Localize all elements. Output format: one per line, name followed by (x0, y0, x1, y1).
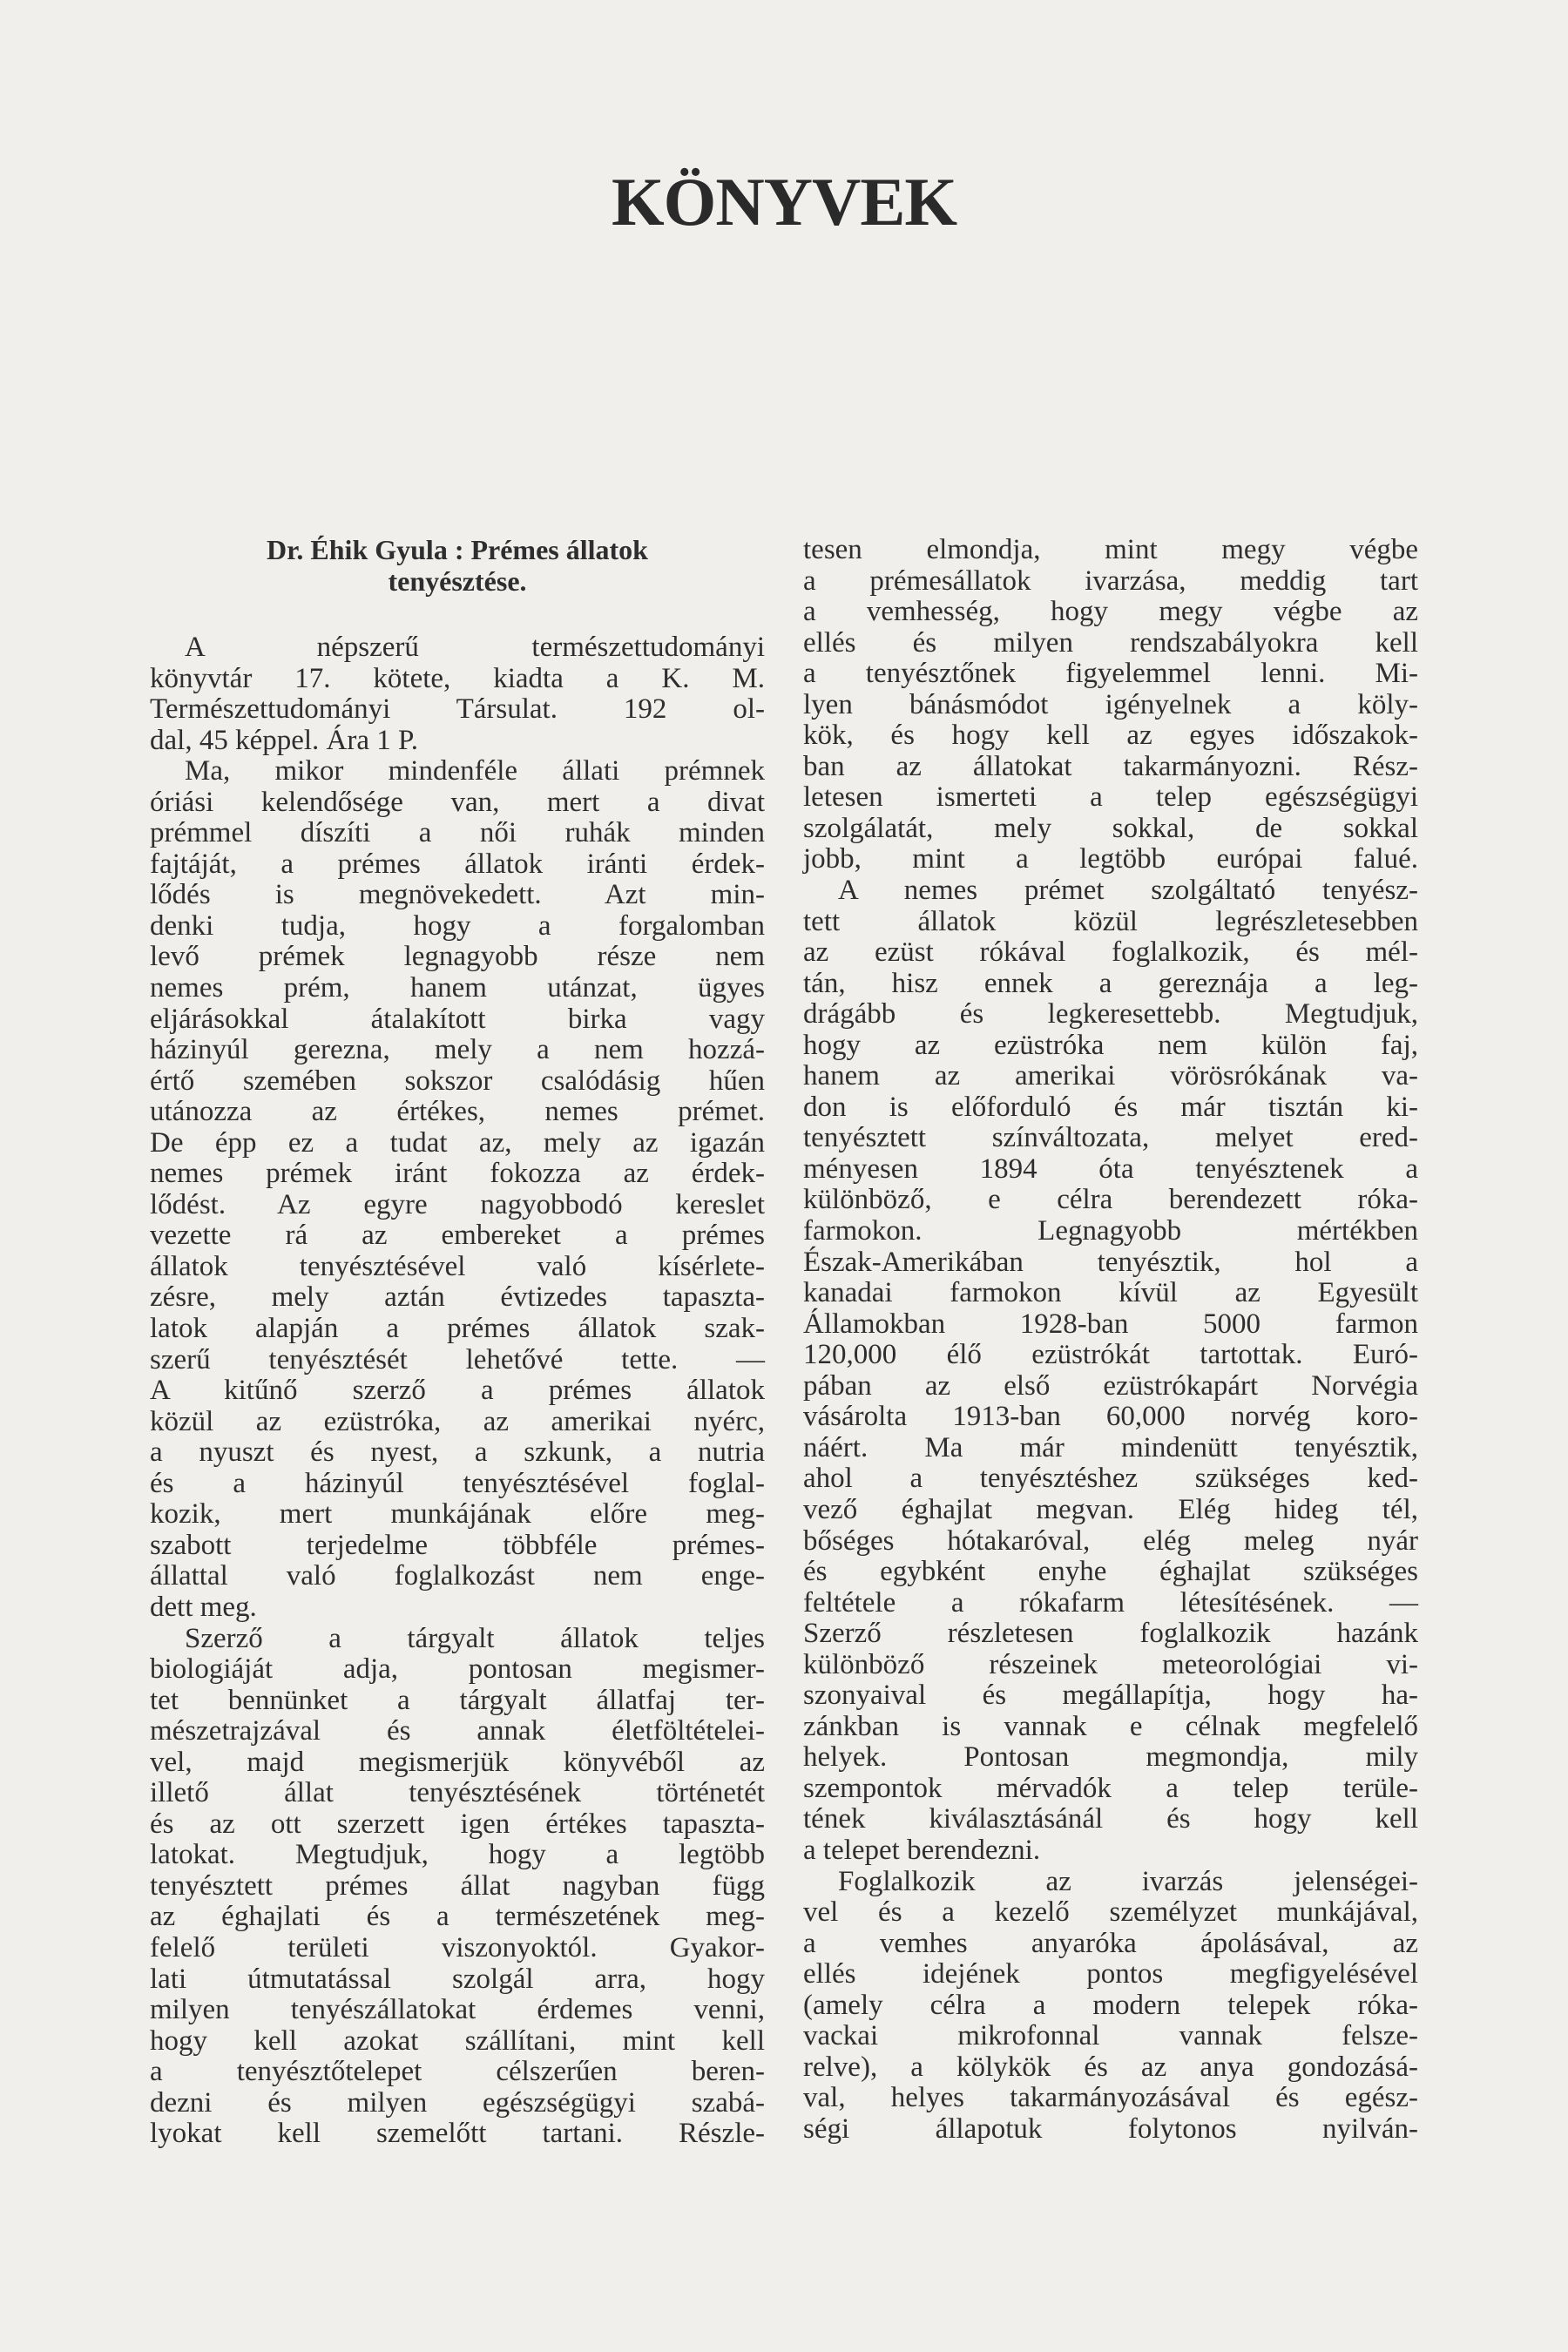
text-line: náért. Ma már mindenütt tenyésztik, (803, 1431, 1418, 1463)
text-line: zésre, mely aztán évtizedes tapaszta- (150, 1281, 765, 1314)
text-line: és egybként enyhe éghajlat szükséges (803, 1556, 1418, 1588)
text-line: fajtáját, a prémes állatok iránti érdek- (150, 848, 765, 880)
text-line: dal, 45 képpel. Ára 1 P. (150, 724, 418, 756)
text-line: különböző részeinek meteorológiai vi- (803, 1648, 1418, 1680)
review-heading (150, 535, 765, 597)
text-line: drágább és legkeresettebb. Megtudjuk, (803, 998, 1418, 1031)
text-line: prémmel díszíti a női ruhák minden (150, 817, 765, 849)
text-line: don is előforduló és már tisztán ki- (803, 1091, 1418, 1123)
text-line: dett meg. (150, 1591, 257, 1623)
text-line: tesen elmondja, mint megy végbe (803, 534, 1418, 565)
text-line: nemes prém, hanem utánzat, ügyes (150, 972, 765, 1004)
text-line: jobb, mint a legtöbb európai falué. (803, 843, 1418, 875)
review-heading-line: tenyésztése. (388, 564, 527, 597)
page-title: KÖNYVEK (611, 164, 957, 240)
text-line: ahol a tenyésztéshez szükséges ked- (803, 1463, 1418, 1495)
text-line: bőséges hótakaróval, elég meleg nyár (803, 1524, 1418, 1557)
text-line: (amely célra a modern telepek róka- (803, 1989, 1418, 2021)
text-line: De épp ez a tudat az, mely az igazán (150, 1126, 765, 1159)
text-line: felelő területi viszonyoktól. Gyakor- (150, 1931, 765, 1963)
right-column-body (803, 535, 1418, 2145)
text-line: zánkban is vannak e célnak megfelelő (803, 1710, 1418, 1742)
text-line: hogy kell azokat szállítani, mint kell (150, 2024, 765, 2057)
text-line: vel és a kezelő személyzet munkájával, (803, 1896, 1418, 1929)
text-line: kanadai farmokon kívül az Egyesült (803, 1277, 1418, 1309)
right-column (803, 535, 1418, 2145)
text-line: letesen ismerteti a telep egészségügyi (803, 781, 1418, 814)
text-line: biologiáját adja, pontosan megismer- (150, 1653, 765, 1686)
text-line: szerű tenyésztését lehetővé tette. — (150, 1343, 765, 1375)
text-line: hanem az amerikai vörösrókának va- (803, 1060, 1418, 1092)
text-line: ellés idejének pontos megfigyelésével (803, 1958, 1418, 1990)
text-line: szabott terjedelme többféle prémes- (150, 1529, 765, 1561)
text-line: tének kiválasztásánál és hogy kell (803, 1803, 1418, 1835)
text-line: A kitűnő szerző a prémes állatok (150, 1375, 765, 1407)
text-line: helyek. Pontosan megmondja, mily (803, 1741, 1418, 1774)
text-line: ményesen 1894 óta tenyésztenek a (803, 1152, 1418, 1185)
text-line: közül az ezüstróka, az amerikai nyérc, (150, 1405, 765, 1437)
text-line: dezni és milyen egészségügyi szabá- (150, 2086, 765, 2119)
text-line: különböző, e célra berendezett róka- (803, 1184, 1418, 1216)
review-heading-line: Dr. Éhik Gyula : Prémes állatok (267, 534, 648, 565)
text-line: állattal való foglalkozást nem enge- (150, 1560, 765, 1592)
text-line: az ezüst rókával foglalkozik, és mél- (803, 936, 1418, 969)
text-line: A nemes prémet szolgáltató tenyész- (838, 875, 1418, 907)
text-line: hogy az ezüstróka nem külön faj, (803, 1029, 1418, 1061)
text-line: val, helyes takarmányozásával és egész- (803, 2082, 1418, 2114)
text-line: az éghajlati és a természetének meg- (150, 1901, 765, 1933)
text-line: vel, majd megismerjük könyvéből az (150, 1746, 765, 1778)
text-line: tenyésztett prémes állat nagyban függ (150, 1869, 765, 1902)
text-line: és a házinyúl tenyésztésével foglal- (150, 1467, 765, 1499)
text-line: levő prémek legnagyobb része nem (150, 941, 765, 973)
text-line: Természettudományi Társulat. 192 ol- (150, 693, 765, 726)
text-line: kök, és hogy kell az egyes időszakok- (803, 720, 1418, 752)
text-line: és az ott szerzett igen értékes tapaszta- (150, 1808, 765, 1840)
text-line: Szerző részletesen foglalkozik hazánk (803, 1618, 1418, 1650)
text-line: szolgálatát, mely sokkal, de sokkal (803, 812, 1418, 844)
text-line: óriási kelendősége van, mert a divat (150, 786, 765, 818)
text-line: könyvtár 17. kötete, kiadta a K. M. (150, 662, 765, 694)
text-line: relve), a kölykök és az anya gondozásá- (803, 2051, 1418, 2083)
text-line: a tenyésztőtelepet célszerűen beren- (150, 2056, 765, 2088)
text-line: lyokat kell szemelőtt tartani. Részle- (150, 2118, 765, 2150)
text-line: vásárolta 1913-ban 60,000 norvég koro- (803, 1401, 1418, 1433)
text-line: Államokban 1928-ban 5000 farmon (803, 1308, 1418, 1340)
text-line: ségi állapotuk folytonos nyilván- (803, 2112, 1418, 2145)
text-line: szonyaival és megállapítja, hogy ha- (803, 1680, 1418, 1712)
text-line: a nyuszt és nyest, a szkunk, a nutria (150, 1436, 765, 1469)
text-line: tenyésztett színváltozata, melyet ered- (803, 1122, 1418, 1154)
text-line: lati útmutatással szolgál arra, hogy (150, 1963, 765, 1995)
text-line: tán, hisz ennek a gereznája a leg- (803, 967, 1418, 999)
text-line: lődés is megnövekedett. Azt min- (150, 879, 765, 911)
left-column-body (150, 632, 765, 2150)
text-line: vező éghajlat megvan. Elég hideg tél, (803, 1493, 1418, 1525)
text-line: értő szemében sokszor csalódásig hűen (150, 1064, 765, 1097)
text-line: tett állatok közül legrészletesebben (803, 905, 1418, 937)
text-line: milyen tenyészállatokat érdemes venni, (150, 1994, 765, 2026)
text-line: illető állat tenyésztésének történetét (150, 1777, 765, 1809)
text-line: latokat. Megtudjuk, hogy a legtöbb (150, 1839, 765, 1871)
text-line: feltétele a rókafarm létesítésének. — (803, 1586, 1418, 1619)
text-line: Foglalkozik az ivarzás jelenségei- (838, 1865, 1418, 1897)
text-line: nemes prémek iránt fokozza az érdek- (150, 1158, 765, 1190)
text-line: állatok tenyésztésével való kísérlete- (150, 1250, 765, 1282)
text-line: 120,000 élő ezüstrókát tartottak. Euró- (803, 1339, 1418, 1371)
text-line: Ma, mikor mindenféle állati prémnek (185, 755, 765, 787)
text-line: latok alapján a prémes állatok szak- (150, 1313, 765, 1345)
text-line: utánozza az értékes, nemes prémet. (150, 1096, 765, 1128)
text-line: lődést. Az egyre nagyobbodó kereslet (150, 1188, 765, 1220)
text-line: vezette rá az embereket a prémes (150, 1220, 765, 1252)
text-line: a vemhes anyaróka ápolásával, az (803, 1927, 1418, 1959)
text-line: tet bennünket a tárgyalt állatfaj ter- (150, 1684, 765, 1716)
text-line: ban az állatokat takarmányozni. Rész- (803, 750, 1418, 782)
text-line: Szerző a tárgyalt állatok teljes (185, 1622, 765, 1654)
text-line: a tenyésztőnek figyelemmel lenni. Mi- (803, 658, 1418, 690)
text-line: a prémesállatok ivarzása, meddig tart (803, 564, 1418, 597)
text-line: Észak-Amerikában tenyésztik, hol a (803, 1246, 1418, 1278)
text-line: mészetrajzával és annak életföltételei- (150, 1715, 765, 1747)
left-column (150, 535, 765, 2150)
text-line: lyen bánásmódot igényelnek a köly- (803, 688, 1418, 720)
text-line: pában az első ezüstrókapárt Norvégia (803, 1369, 1418, 1402)
text-line: házinyúl gerezna, mely a nem hozzá- (150, 1034, 765, 1066)
text-line: denki tudja, hogy a forgalomban (150, 909, 765, 942)
text-line: eljárásokkal átalakított birka vagy (150, 1003, 765, 1035)
text-line: a vemhesség, hogy megy végbe az (803, 596, 1418, 628)
text-line: a telepet berendezni. (803, 1834, 1041, 1866)
text-line: kozik, mert munkájának előre meg- (150, 1498, 765, 1531)
text-line: ellés és milyen rendszabályokra kell (803, 626, 1418, 659)
text-line: vackai mikrofonnal vannak felsze- (803, 2020, 1418, 2052)
text-line: A népszerű természettudományi (185, 632, 765, 663)
text-line: farmokon. Legnagyobb mértékben (803, 1215, 1418, 1247)
text-line: szempontok mérvadók a telep terüle- (803, 1772, 1418, 1804)
